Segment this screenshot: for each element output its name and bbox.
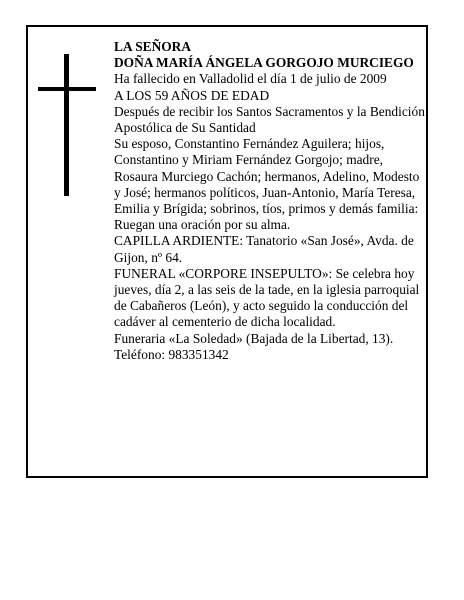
prayer-line: Ruegan una oración por su alma. [114, 217, 291, 233]
phone-line: Teléfono: 983351342 [114, 346, 229, 362]
cross-vertical-bar [64, 54, 69, 196]
family-line: Su esposo, Constantino Fernández Aguilera; hijos, Constantino y Miriam Fernández Gorgojo; madre, Rosaura Murciego Cachón; hermanos, Adelino, Modesto y José; hermanos políticos, Juan-Antonio, María Teresa, Emilia y Brígida; sobrinos, tíos, primos y demás familia: [114, 136, 420, 217]
cross-horizontal-bar [38, 87, 96, 91]
funeral-line: FUNERAL «CORPORE INSEPULTO»: Se celebra hoy jueves, día 2, a las seis de la tade, en la iglesia parroquial de Cabañeros (León), y acto seguido la conducción del cadáver al cementerio de dicha localidad. [114, 265, 420, 330]
cross-icon [38, 54, 96, 196]
chapel-line: CAPILLA ARDIENTE: Tanatorio «San José», Avda. de Gijon, nº 64. [114, 233, 414, 265]
notice-title: LA SEÑORA [114, 39, 192, 54]
age-line: A LOS 59 AÑOS DE EDAD [114, 87, 270, 103]
funeral-home-line: Funeraria «La Soledad» (Bajada de la Libertad, 13). [114, 330, 394, 346]
obituary-text [114, 39, 426, 363]
death-line: Ha fallecido en Valladolid el día 1 de julio de 2009 [114, 71, 387, 87]
sacraments-line: Después de recibir los Santos Sacramentos y la Bendición Apostólica de Su Santidad [114, 103, 425, 136]
deceased-name: DOÑA MARÍA ÁNGELA GORGOJO MURCIEGO [114, 55, 414, 71]
